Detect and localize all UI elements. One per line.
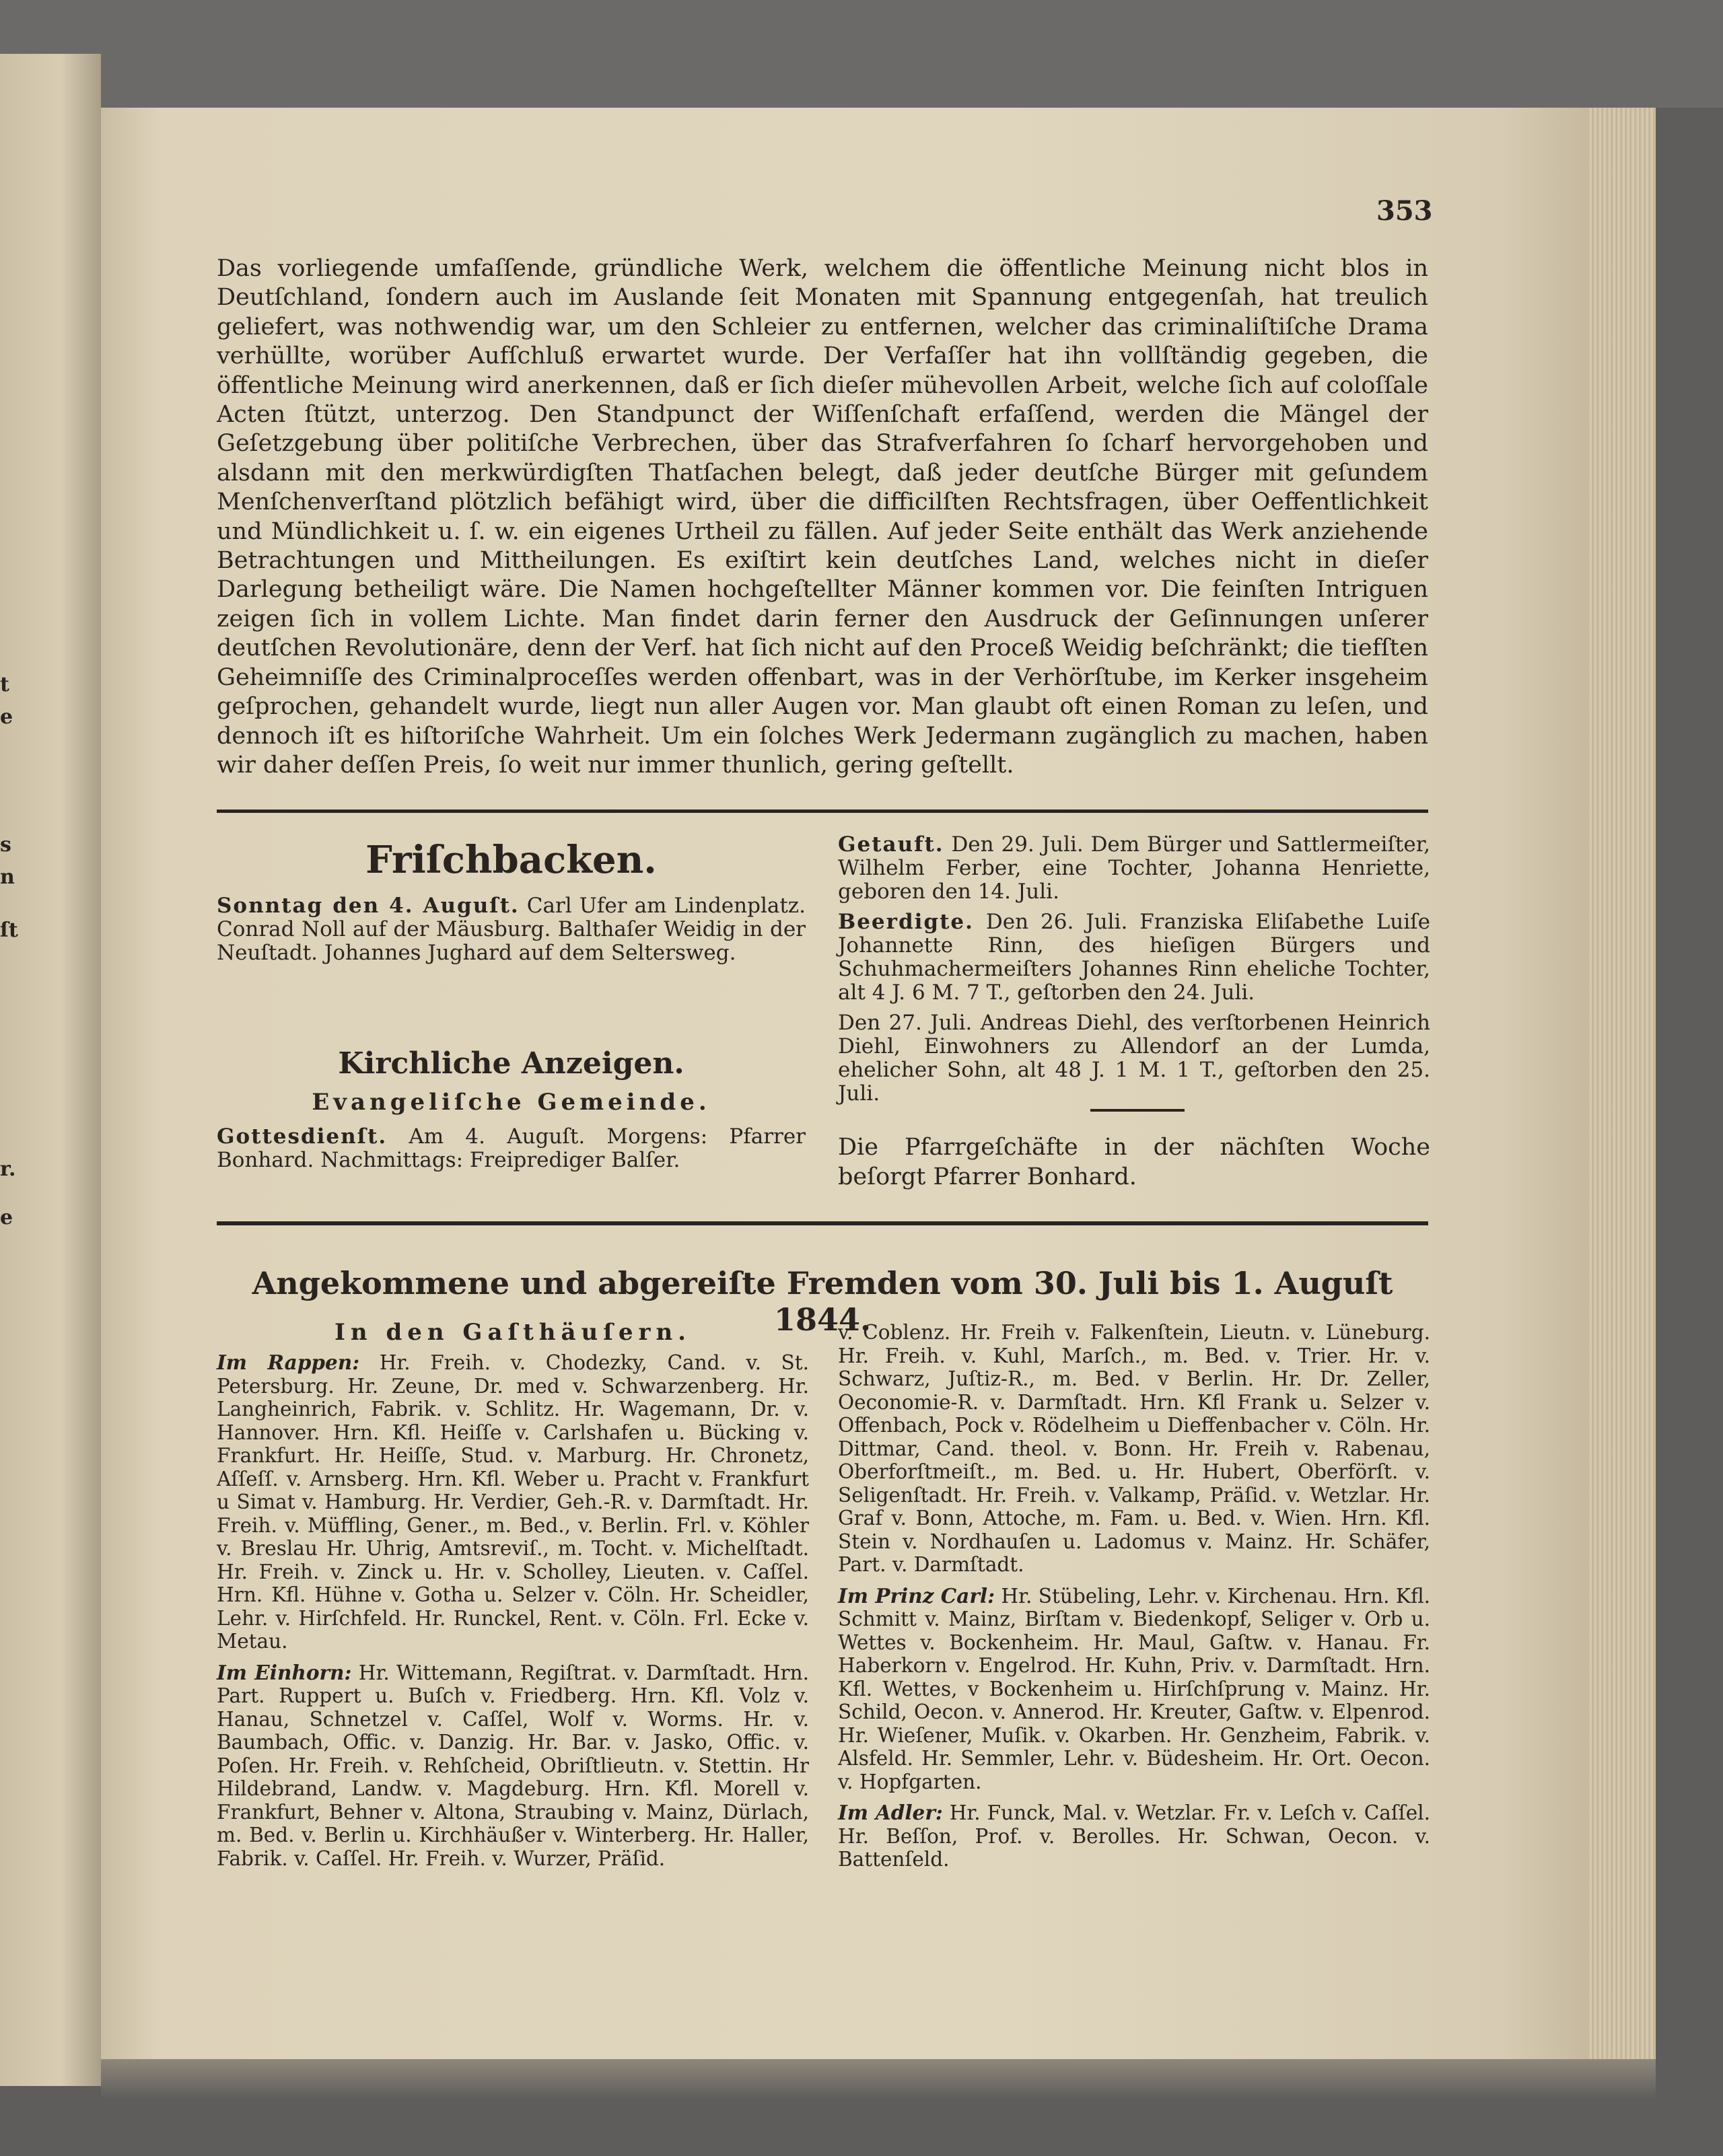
- gottesdienst-lead: Gottesdienſt.: [217, 1124, 388, 1149]
- left-fragment: e: [0, 1206, 13, 1229]
- church-records: [838, 833, 1430, 1192]
- short-divider: [1090, 1109, 1185, 1112]
- record-body: Den 27. Juli. Andreas Diehl, des verſtorbenen Heinrich Diehl, Einwohners zu Allendorf an der Lumda, ehelicher Sohn, alt 48 J. 1 M. 1 T., geſtorben den 25. Juli.: [838, 1011, 1430, 1106]
- guest-entry-body: v. Coblenz. Hr. Freih v. Falkenſtein, Lieutn. v. Lüneburg. Hr. Freih. v. Kuhl, Marſch., m. Bed. v. Trier. Hr. v. Schwarz, Juſtiz-R., m. Bed. v Berlin. Hr. Dr. Zeller, Oeconomie-R. v. Darmſtadt. Hrn. Kfl Frank u. Selzer v. Offenbach, Pock v. Rödelheim u Dieffenbacher v. Cöln. Hr. Dittmar, Cand. theol. v. Bonn. Hr. Freih v. Rabenau, Oberforſtmeiſt., m. Bed. u. Hr. Hubert, Oberförſt. v. Seligenſtadt. Hr. Freih. v. Valkamp, Präſid. v. Wetzlar. Hr. Graf v. Bonn, Attoche, m. Fam. u. Bed. v. Wien. Hrn. Kfl. Stein v. Nordhauſen u. Ladomus v. Mainz. Hr. Schäfer, Part. v. Darmſtadt.: [838, 1321, 1430, 1576]
- frischbacken-text: [217, 894, 806, 965]
- guest-entry-lead: Im Adler:: [838, 1801, 943, 1824]
- guest-entry: [217, 1661, 809, 1871]
- record-lead: Getauft.: [838, 832, 944, 857]
- guest-entry-lead: Im Rappen:: [217, 1351, 360, 1374]
- left-fragment: e: [0, 705, 13, 729]
- left-fragment: n: [0, 865, 15, 889]
- facing-page-edge: [0, 54, 101, 2086]
- frischbacken-body: Carl Ufer am Lindenplatz. Conrad Noll auf der Mäusburg. Balthaſer Weidig in der Neuſtadt. Johannes Jughard auf dem Seltersweg.: [217, 894, 806, 965]
- gottesdienst-text: [217, 1125, 806, 1172]
- guest-entry-body: Hr. Stübeling, Lehr. v. Kirchenau. Hrn. Kfl. Schmitt v. Mainz, Birſtam v. Biedenkopf, Seliger v. Orb u. Wettes v. Bockenheim. Hr. Maul, Gaſtw. v. Hanau. Fr. Haberkorn v. Engelrod. Hr. Kuhn, Priv. v. Darmſtadt. Hrn. Kfl. Wettes, v Bockenheim u. Hirſchſprung v. Mainz. Hr. Schild, Oecon. v. Annerod. Hr. Kreuter, Gaſtw. v. Elpenrod. Hr. Wieſener, Muſik. v. Okarben. Hr. Genzheim, Fabrik. v. Alsfeld. Hr. Semmler, Lehr. v. Büdesheim. Hr. Ort. Oecon. v. Hopfgarten.: [838, 1584, 1430, 1793]
- divider-rule: [217, 810, 1428, 813]
- record-body: Den 29. Juli. Dem Bürger und Sattlermeiſter, Wilhelm Ferber, eine Tochter, Johanna Henriette, geboren den 14. Juli.: [838, 832, 1430, 904]
- guest-entry-lead: Im Prinz Carl:: [838, 1583, 995, 1608]
- left-fragment: ſt: [0, 919, 18, 942]
- background-top: [0, 0, 1723, 108]
- gemeinde-subtitle: Evangeliſche Gemeinde.: [312, 1089, 711, 1116]
- kirchliche-title: Kirchliche Anzeigen.: [338, 1046, 684, 1081]
- guest-entry-lead: Im Einhorn:: [217, 1660, 352, 1684]
- record-lead: Beerdigte.: [838, 910, 974, 934]
- frischbacken-section: [217, 838, 806, 972]
- left-fragment: r.: [0, 1157, 16, 1181]
- record-entry: [838, 910, 1430, 1005]
- frischbacken-title: Friſchbacken.: [365, 838, 657, 882]
- guest-entry: [217, 1351, 809, 1653]
- guest-entry-body: Hr. Wittemann, Regiſtrat. v. Darmſtadt. Hrn. Part. Ruppert u. Buſch v. Friedberg. Hrn. Kfl. Volz v. Hanau, Schnetzel v. Caſſel, Wolf v. Worms. Hr. v. Baumbach, Offic. v. Danzig. Hr. Bar. v. Jasko, Offic. v. Poſen. Hr. Freih. v. Rehſcheid, Obriſtlieutn. v. Stettin. Hr Hildebrand, Landw. v. Magdeburg. Hrn. Kfl. Morell v. Frankfurt, Behner v. Altona, Straubing v. Mainz, Dürlach, m. Bed. v. Berlin u. Kirchhäußer v. Winterberg. Hr. Haller, Fabrik. v. Caſſel. Hr. Freih. v. Wurzer, Präſid.: [217, 1661, 809, 1870]
- page-number: 353: [1376, 195, 1433, 227]
- left-fragment: s: [0, 833, 11, 857]
- pfarr-notice: Die Pfarrgeſchäfte in der nächſten Woche beſorgt Pfarrer Bonhard.: [838, 1134, 1430, 1190]
- page-edges: [1588, 108, 1656, 2059]
- intro-paragraph: Das vorliegende umfaſſende, gründliche Werk, welchem die öffentliche Meinung nicht blos in Deutſchland, ſondern auch im Auslande ſeit Monaten mit Spannung entgegenſah, hat treulich geliefert, was nothwendig war, um den Schleier zu entfernen, welcher das criminaliſtiſche Drama verhüllte, worüber Aufſchluß erwartet wurde. Der Verfaſſer hat ihn vollſtändig gegeben, die öffentliche Meinung wird anerkennen, daß er ſich dieſer mühevollen Arbeit, welche ſich auf coloſſale Acten ſtützt, unterzog. Den Standpunct der Wiſſenſchaft erfaſſend, werden die Mängel der Geſetzgebung über politiſche Verbrechen, über das Strafverfahren ſo ſcharf hervorgehoben und alsdann mit den merkwürdigſten Thatſachen belegt, daß jeder deutſche Bürger mit geſundem Menſchenverſtand plötzlich befähigt wird, über die difficilſten Rechtsfragen, über Oeffentlichkeit und Mündlichkeit u. ſ. w. ein eigenes Urtheil zu fällen. Auf jeder Seite enthält das Werk anziehende Betrachtungen und Mittheilungen. Es exiſtirt kein deutſches Land, welches nicht in dieſer Darlegung betheiligt wäre. Die Namen hochgeſtellter Männer kommen vor. Die feinſten Intriguen zeigen ſich in vollem Lichte. Man findet darin ferner den Ausdruck der Geſinnungen unſerer deutſchen Revolutionäre, denn der Verf. hat ſich nicht auf den Proceß Weidig beſchränkt; die tiefſten Geheimniſſe des Criminalproceſſes werden offenbart, was in der Verhörſtube, im Kerker insgeheim geſprochen, gehandelt wurde, liegt nun aller Augen vor. Man glaubt oft einen Roman zu leſen, und dennoch iſt es hiſtoriſche Wahrheit. Um ein ſolches Werk Jedermann zugänglich zu machen, haben wir daher deſſen Preis, ſo weit nur immer thunlich, gering geſtellt.: [217, 255, 1428, 779]
- page-shadow: [101, 2059, 1656, 2099]
- guest-entry-body: Hr. Freih. v. Chodezky, Cand. v. St. Petersburg. Hr. Zeune, Dr. med v. Schwarzenberg. Hr. Langheinrich, Fabrik. v. Schlitz. Hr. Wagemann, Dr. v. Hannover. Hrn. Kfl. Heiſſe v. Carlshafen u. Bücking v. Frankfurt. Hr. Heiſſe, Stud. v. Marburg. Hr. Chronetz, Aſſeſſ. v. Arnsberg. Hrn. Kfl. Weber u. Pracht v. Frankfurt u Simat v. Hamburg. Hr. Verdier, Geh.-R. v. Darmſtadt. Hr. Freih. v. Müffling, Gener., m. Bed., v. Berlin. Frl. v. Köhler v. Breslau Hr. Uhrig, Amtsreviſ., m. Tocht. v. Michelſtadt. Hr. Freih. v. Zinck u. Hr. v. Scholley, Lieuten. v. Caſſel. Hrn. Kfl. Hühne v. Gotha u. Selzer v. Cöln. Hr. Scheidler, Lehr. v. Hirſchfeld. Hr. Runckel, Rent. v. Cöln. Frl. Ecke v. Metau.: [217, 1351, 809, 1653]
- gasthaeuser-subtitle: In den Gaſthäuſern.: [334, 1319, 692, 1346]
- record-body: Den 26. Juli. Franziska Eliſabethe Luiſe Johannette Rinn, des hieſigen Bürgers und Schuhmachermeiſters Johannes Rinn eheliche Tochter, alt 4 J. 6 M. 7 T., geſtorben den 24. Juli.: [838, 910, 1431, 1005]
- gottesdienst-body: Am 4. Auguſt. Morgens: Pfarrer Bonhard. Nachmittags: Freiprediger Balſer.: [217, 1124, 806, 1172]
- divider-rule: [217, 1221, 1428, 1225]
- fremden-left-column: [217, 1319, 809, 1878]
- left-fragment: t: [0, 673, 9, 696]
- guest-entry: [838, 1801, 1430, 1871]
- record-entry: [838, 833, 1430, 904]
- guest-entry: [838, 1321, 1430, 1577]
- frischbacken-lead: Sonntag den 4. Auguſt.: [217, 894, 520, 918]
- guest-entry-body: Hr. Funck, Mal. v. Wetzlar. Fr. v. Leſch v. Caſſel. Hr. Beſſon, Prof. v. Berolles. Hr. Schwan, Oecon. v. Battenſeld.: [838, 1801, 1430, 1871]
- fremden-right-column: [838, 1321, 1430, 1879]
- kirchliche-section: [217, 1046, 806, 1179]
- record-entry: [838, 1011, 1430, 1106]
- fremden-title: Angekommene und abgereiſte Fremden vom 30. Juli bis 1. Auguſt 1844.: [252, 1265, 1393, 1338]
- guest-entry: [838, 1585, 1430, 1794]
